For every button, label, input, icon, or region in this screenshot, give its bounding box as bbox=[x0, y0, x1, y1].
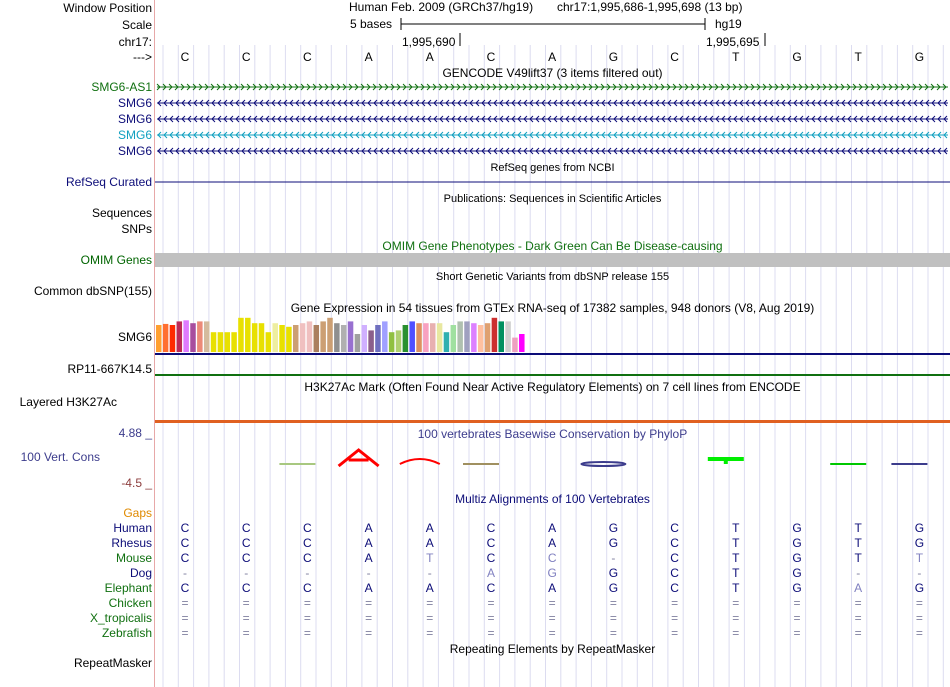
alignment-base: - bbox=[611, 551, 616, 565]
alignment-base: - bbox=[305, 566, 310, 580]
alignment-base: T bbox=[732, 581, 740, 595]
base-letter: C bbox=[180, 50, 190, 64]
alignment-base: = bbox=[793, 596, 801, 610]
alignment-base: - bbox=[427, 566, 432, 580]
alignment-base: C bbox=[303, 536, 312, 550]
label-gene-smg6-4[interactable]: SMG6 bbox=[117, 144, 152, 158]
alignment-base: - bbox=[856, 566, 861, 580]
alignment-base: - bbox=[244, 566, 249, 580]
label-gaps[interactable]: Gaps bbox=[123, 506, 152, 520]
label-sequences[interactable]: Sequences bbox=[91, 206, 152, 220]
alignment-base: G bbox=[914, 536, 925, 550]
label-strand-arrow[interactable]: ---> bbox=[133, 50, 152, 64]
alignment-base: = bbox=[487, 626, 495, 640]
alignment-base: = bbox=[548, 596, 556, 610]
label-omim-genes[interactable]: OMIM Genes bbox=[80, 253, 152, 267]
gencode-track-title: GENCODE V49lift37 (3 items filtered out) bbox=[442, 66, 663, 80]
alignment-base: = bbox=[671, 611, 679, 625]
alignment-base: A bbox=[364, 521, 373, 535]
alignment-base: T bbox=[426, 551, 434, 565]
alignment-base: T bbox=[915, 551, 924, 565]
alignment-base: C bbox=[670, 521, 679, 535]
alignment-base: A bbox=[854, 581, 863, 595]
alignment-base: = bbox=[181, 626, 189, 640]
alignment-base: = bbox=[303, 611, 311, 625]
alignment-base: = bbox=[671, 596, 679, 610]
alignment-base: A bbox=[548, 521, 557, 535]
alignment-base: = bbox=[365, 611, 373, 625]
alignment-base: A bbox=[548, 536, 557, 550]
alignment-base: C bbox=[670, 566, 679, 580]
label-species-elephant[interactable]: Elephant bbox=[104, 581, 152, 595]
alignment-base: = bbox=[854, 611, 862, 625]
alignment-base: T bbox=[854, 551, 862, 565]
alignment-base: A bbox=[364, 551, 373, 565]
repeatmasker-track-title: Repeating Elements by RepeatMasker bbox=[449, 642, 656, 656]
alignment-base: = bbox=[915, 596, 923, 610]
alignment-base: C bbox=[670, 581, 679, 595]
track-image-area[interactable] bbox=[155, 0, 950, 687]
base-letter: A bbox=[364, 50, 373, 64]
alignment-base: G bbox=[792, 551, 802, 565]
gtex-track-title: Gene Expression in 54 tissues from GTEx RNA-seq of 17382 samples, 948 donors (V8, Aug 2019) bbox=[290, 301, 815, 315]
alignment-base: - bbox=[366, 566, 371, 580]
alignment-base: G bbox=[914, 581, 925, 595]
base-letter: G bbox=[792, 50, 802, 64]
alignment-base: C bbox=[486, 521, 496, 535]
omim-track-title: OMIM Gene Phenotypes - Dark Green Can Be Disease-causing bbox=[382, 239, 723, 253]
label-species-zebrafish[interactable]: Zebrafish bbox=[101, 626, 152, 640]
alignment-base: G bbox=[914, 521, 925, 535]
alignment-base: = bbox=[915, 611, 923, 625]
alignment-base: A bbox=[425, 581, 434, 595]
label-gene-smg6-2[interactable]: SMG6 bbox=[117, 112, 152, 126]
position-label: chr17:1,995,686-1,995,698 (13 bp) bbox=[557, 0, 743, 14]
phylop-score-mark[interactable] bbox=[708, 459, 744, 464]
assembly-label: Human Feb. 2009 (GRCh37/hg19) bbox=[349, 0, 534, 14]
alignment-base: = bbox=[181, 611, 189, 625]
alignment-base: G bbox=[608, 536, 619, 550]
label-rp11-667k14[interactable]: RP11-667K14.5 bbox=[67, 362, 152, 376]
base-letter: C bbox=[303, 50, 312, 64]
alignment-base: = bbox=[242, 611, 250, 625]
alignment-base: C bbox=[180, 536, 190, 550]
alignment-base: T bbox=[854, 536, 862, 550]
alignment-base: G bbox=[792, 521, 802, 535]
alignment-base: = bbox=[793, 611, 801, 625]
alignment-base: - bbox=[917, 566, 922, 580]
label-snps[interactable]: SNPs bbox=[121, 222, 152, 236]
alignment-base: C bbox=[180, 551, 190, 565]
alignment-base: C bbox=[241, 551, 251, 565]
alignment-base: = bbox=[426, 596, 434, 610]
alignment-base: = bbox=[181, 596, 189, 610]
alignment-base: C bbox=[241, 521, 251, 535]
label-gene-smg6-1[interactable]: SMG6 bbox=[117, 96, 152, 110]
base-letter: C bbox=[486, 50, 496, 64]
alignment-base: G bbox=[608, 566, 619, 580]
label-species-chicken[interactable]: Chicken bbox=[108, 596, 152, 610]
alignment-base: = bbox=[426, 611, 434, 625]
alignment-base: C bbox=[241, 581, 251, 595]
phylop-conservation-track[interactable] bbox=[155, 0, 950, 480]
alignment-base: = bbox=[915, 626, 923, 640]
label-species-human[interactable]: Human bbox=[113, 521, 152, 535]
alignment-base: = bbox=[365, 596, 373, 610]
scale-db-label: hg19 bbox=[715, 17, 742, 31]
alignment-base: C bbox=[303, 551, 312, 565]
base-letter: C bbox=[670, 50, 679, 64]
alignment-base: G bbox=[608, 581, 619, 595]
label-gene-smg6-3[interactable]: SMG6 bbox=[117, 128, 152, 142]
alignment-base: = bbox=[487, 596, 495, 610]
alignment-base: = bbox=[303, 626, 311, 640]
base-letter: G bbox=[914, 50, 925, 64]
alignment-base: C bbox=[670, 536, 679, 550]
alignment-base: = bbox=[732, 626, 740, 640]
alignment-base: = bbox=[671, 626, 679, 640]
phylop-track-title: 100 vertebrates Basewise Conservation by PhyloP bbox=[417, 427, 688, 441]
label-window-position[interactable]: Window Position bbox=[63, 1, 152, 15]
alignment-base: C bbox=[241, 536, 251, 550]
publications-track-title: Publications: Sequences in Scientific Articles bbox=[443, 193, 662, 205]
alignment-base: = bbox=[487, 611, 495, 625]
alignment-base: G bbox=[608, 521, 619, 535]
base-letter: T bbox=[732, 50, 740, 64]
label-gtex-smg6[interactable]: SMG6 bbox=[117, 330, 152, 344]
alignment-base: C bbox=[303, 581, 312, 595]
alignment-base: = bbox=[609, 596, 617, 610]
alignment-base: = bbox=[793, 626, 801, 640]
coord-right-label: 1,995,695 bbox=[706, 35, 760, 49]
alignment-base: G bbox=[792, 536, 802, 550]
alignment-base: = bbox=[609, 626, 617, 640]
alignment-base: = bbox=[365, 626, 373, 640]
scale-text: 5 bases bbox=[350, 17, 393, 31]
alignment-base: A bbox=[425, 536, 434, 550]
alignment-base: C bbox=[547, 551, 557, 565]
alignment-base: C bbox=[180, 581, 190, 595]
label-species-dog[interactable]: Dog bbox=[129, 566, 152, 580]
phylop-score-mark[interactable] bbox=[400, 459, 440, 464]
alignment-base: - bbox=[183, 566, 187, 580]
alignment-base: A bbox=[425, 521, 434, 535]
label-refseq-curated[interactable]: RefSeq Curated bbox=[65, 175, 152, 189]
alignment-base: G bbox=[792, 581, 802, 595]
label-scale[interactable]: Scale bbox=[121, 18, 152, 32]
alignment-base: T bbox=[732, 551, 740, 565]
alignment-base: = bbox=[242, 596, 250, 610]
label-species-mouse[interactable]: Mouse bbox=[115, 551, 152, 565]
alignment-base: T bbox=[732, 566, 740, 580]
alignment-base: C bbox=[670, 551, 679, 565]
dbsnp-track-title: Short Genetic Variants from dbSNP release 155 bbox=[435, 271, 670, 283]
alignment-base: = bbox=[548, 611, 556, 625]
coord-left-label: 1,995,690 bbox=[402, 35, 456, 49]
label-100-vert-cons[interactable]: 100 Vert. Cons bbox=[20, 450, 100, 464]
track-label-column bbox=[0, 0, 154, 687]
alignment-base: T bbox=[732, 536, 740, 550]
alignment-base: A bbox=[364, 581, 373, 595]
alignment-base: G bbox=[547, 566, 557, 580]
label-chromosome[interactable]: chr17: bbox=[118, 35, 152, 49]
alignment-base: A bbox=[364, 536, 373, 550]
alignment-base: T bbox=[854, 521, 862, 535]
alignment-base: = bbox=[242, 626, 250, 640]
alignment-base: C bbox=[486, 551, 496, 565]
alignment-base: = bbox=[609, 611, 617, 625]
multiz-track-title: Multiz Alignments of 100 Vertebrates bbox=[455, 492, 650, 506]
label-species-rhesus[interactable]: Rhesus bbox=[111, 536, 152, 550]
alignment-base: = bbox=[303, 596, 311, 610]
label-gene-smg6-as1[interactable]: SMG6-AS1 bbox=[91, 80, 152, 94]
alignment-base: A bbox=[548, 581, 557, 595]
alignment-base: = bbox=[854, 596, 862, 610]
base-letter: A bbox=[548, 50, 557, 64]
base-letter: C bbox=[241, 50, 251, 64]
alignment-base: = bbox=[732, 611, 740, 625]
label-phylop-max: 4.88 _ bbox=[118, 426, 152, 440]
base-letter: A bbox=[425, 50, 434, 64]
label-repeatmasker[interactable]: RepeatMasker bbox=[73, 656, 152, 670]
base-letter: T bbox=[854, 50, 862, 64]
alignment-base: = bbox=[854, 626, 862, 640]
alignment-base: = bbox=[548, 626, 556, 640]
alignment-base: G bbox=[792, 566, 802, 580]
label-species-x-tropicalis[interactable]: X_tropicalis bbox=[89, 611, 152, 625]
alignment-base: T bbox=[732, 521, 740, 535]
alignment-base: C bbox=[180, 521, 190, 535]
alignment-base: C bbox=[486, 536, 496, 550]
alignment-base: = bbox=[426, 626, 434, 640]
phylop-score-mark[interactable] bbox=[581, 462, 625, 466]
refseq-track-title: RefSeq genes from NCBI bbox=[490, 162, 615, 174]
alignment-base: C bbox=[303, 521, 312, 535]
alignment-base: C bbox=[486, 581, 496, 595]
alignment-base: = bbox=[732, 596, 740, 610]
label-phylop-min: -4.5 _ bbox=[121, 476, 152, 490]
label-common-dbsnp[interactable]: Common dbSNP(155) bbox=[33, 284, 152, 298]
alignment-base: A bbox=[486, 566, 495, 580]
label-layered-h3k27ac[interactable]: Layered H3K27Ac bbox=[19, 395, 117, 409]
base-letter: G bbox=[608, 50, 619, 64]
h3k27ac-track-title: H3K27Ac Mark (Often Found Near Active Regulatory Elements) on 7 cell lines from ENCODE bbox=[304, 380, 801, 394]
phylop-score-mark[interactable] bbox=[339, 450, 379, 466]
